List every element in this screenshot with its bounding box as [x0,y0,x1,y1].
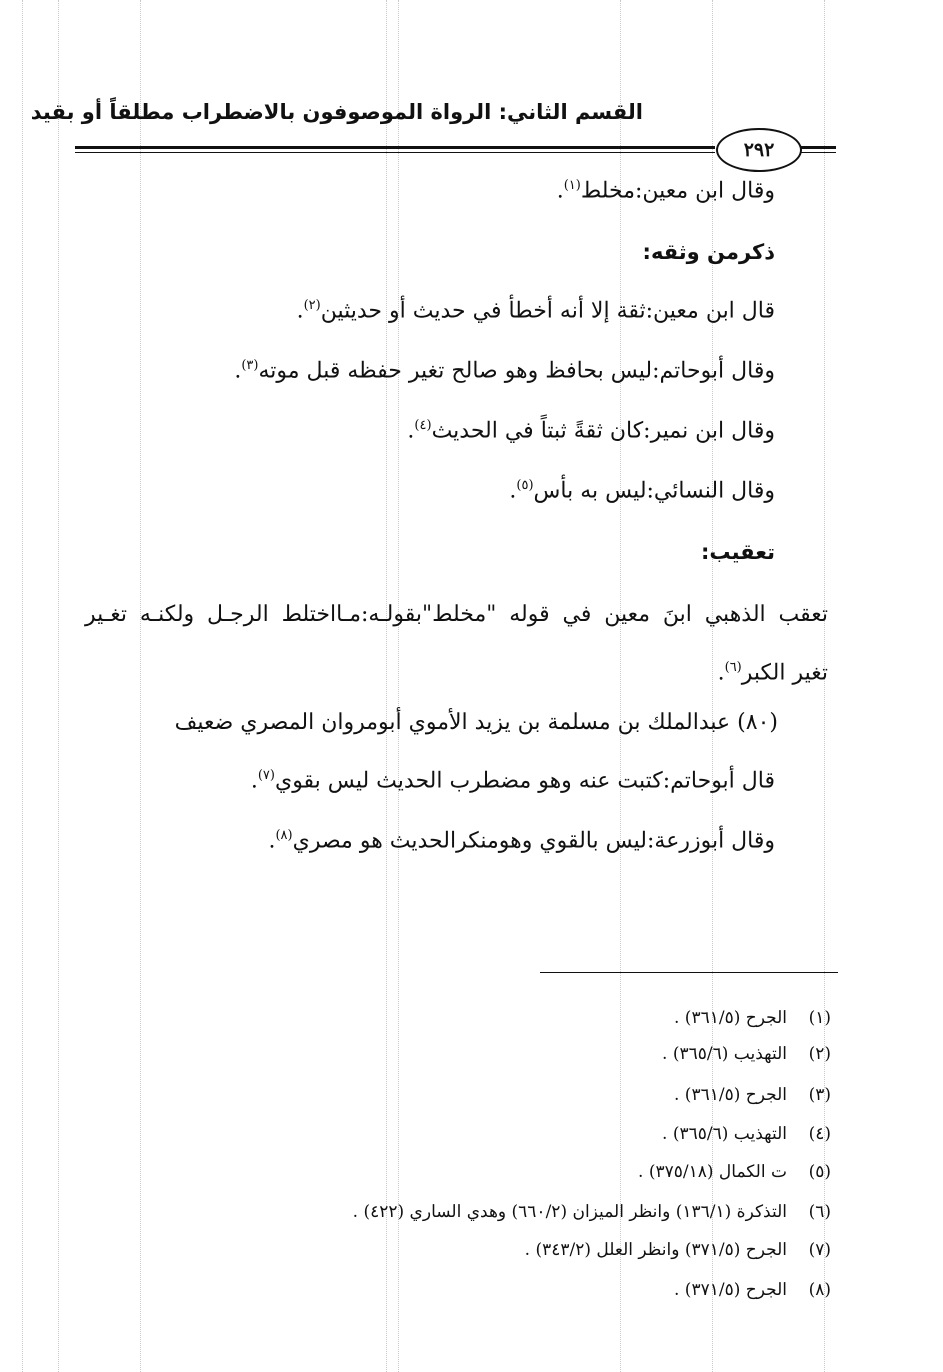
line-end: . [268,828,276,854]
line-text: وقال ابن نمير:كان ثقةً ثبتاً في الحديث [431,418,775,444]
footnote-number: (١) [808,1008,831,1028]
footnote-text: التهذيب (٣٦٥/٦) . [662,1124,787,1144]
footnote-number: (٢) [808,1044,831,1064]
line-text: وقال أبوحاتم:ليس بحافظ وهو صالح تغير حفظه قبل موته [258,358,775,384]
section-heading: تعقيب: [700,540,775,564]
header-rule-thin [75,152,715,153]
scan-guide-line [140,0,141,1372]
footnote-ref[interactable]: (٨) [275,828,293,843]
footnote-text: التذكرة (١٣٦/١) وانظر الميزان (٦٦٠/٢) وهدي الساري (٤٢٢) . [352,1202,787,1222]
footnote-text: الجرح (٣٧١/٥) . [674,1280,787,1300]
footnote-text: الجرح (٣٦١/٥) . [674,1008,787,1028]
footnote-separator [540,972,838,973]
footnote [674,1085,831,1105]
footnote [638,1162,831,1182]
scan-guide-line [398,0,399,1372]
footnote-ref[interactable]: (٧) [257,768,275,783]
header-rule [75,146,715,149]
line-text: تغير الكبر [741,660,828,686]
footnote-number: (٣) [808,1085,831,1105]
scan-guide-line [58,0,59,1372]
footnote [674,1280,831,1300]
text-line [251,768,775,793]
line-end: . [250,768,258,794]
line-text: قال أبوحاتم:كتبت عنه وهو مضطرب الحديث ليس بقوي [274,768,775,794]
footnote-ref[interactable]: (٤) [414,418,432,433]
text-line [297,298,775,323]
footnote-ref[interactable]: (٢) [303,298,321,313]
text-line [407,418,775,443]
text-line [234,358,775,383]
footnote-ref[interactable]: (٥) [516,478,534,493]
line-text: قال ابن معين:ثقة إلا أنه أخطأ في حديث أو حديثين [320,298,775,324]
line-end: . [234,358,242,384]
footnote-number: (٧) [808,1240,831,1260]
footnote-ref[interactable]: (٦) [724,660,742,675]
text-line [268,828,775,853]
header-rule-right [796,146,836,149]
footnote [525,1240,831,1260]
line-end: . [296,298,304,324]
entry-heading: (٨٠) عبدالملك بن مسلمة بن يزيد الأموي أبومروان المصري ضعيف [174,710,778,735]
line-text: وقال أبوزرعة:ليس بالقوي وهومنكرالحديث هو مصري [292,828,775,854]
scan-guide-line [386,0,387,1372]
header-rule-right-thin [796,152,836,153]
footnote-text: ت الكمال (٣٧٥/١٨) . [638,1162,787,1182]
line-end: . [717,660,725,686]
footnote-text: التهذيب (٣٦٥/٦) . [662,1044,787,1064]
footnote [662,1124,831,1144]
footnote-ref[interactable]: (١) [563,178,581,193]
line-end: . [556,178,564,204]
line-end: . [407,418,415,444]
footnote [674,1008,831,1028]
footnote-number: (٤) [808,1124,831,1144]
scan-guide-line [620,0,621,1372]
text-line: تعقب الذهبي ابنَ معين في قوله "مخلط"بقولـه:مـااختلط الرجـل ولكنـه تغـير [85,602,828,627]
line-text: وقال النسائي:ليس به بأس [533,478,775,504]
footnote-ref[interactable]: (٣) [241,358,259,373]
scan-guide-line [22,0,23,1372]
section-heading: ذكرمن وثقه: [642,240,775,264]
footnote-number: (٥) [808,1162,831,1182]
footnote-text: الجرح (٣٧١/٥) وانظر العلل (٣٤٣/٢) . [524,1240,787,1260]
text-line [509,478,775,503]
running-header: القسم الثاني: الرواة الموصوفون بالاضطراب مطلقاً أو بقيد [30,100,643,124]
footnote [662,1044,831,1064]
line-end: . [509,478,517,504]
footnote-text: الجرح (٣٦١/٥) . [674,1085,787,1105]
page-number: ٢٩٢ [716,128,802,172]
line-text: وقال ابن معين:مخلط [580,178,775,204]
footnote-number: (٦) [808,1202,831,1222]
footnote [353,1202,831,1222]
text-line [557,178,775,203]
text-line [718,660,828,685]
footnote-number: (٨) [808,1280,831,1300]
